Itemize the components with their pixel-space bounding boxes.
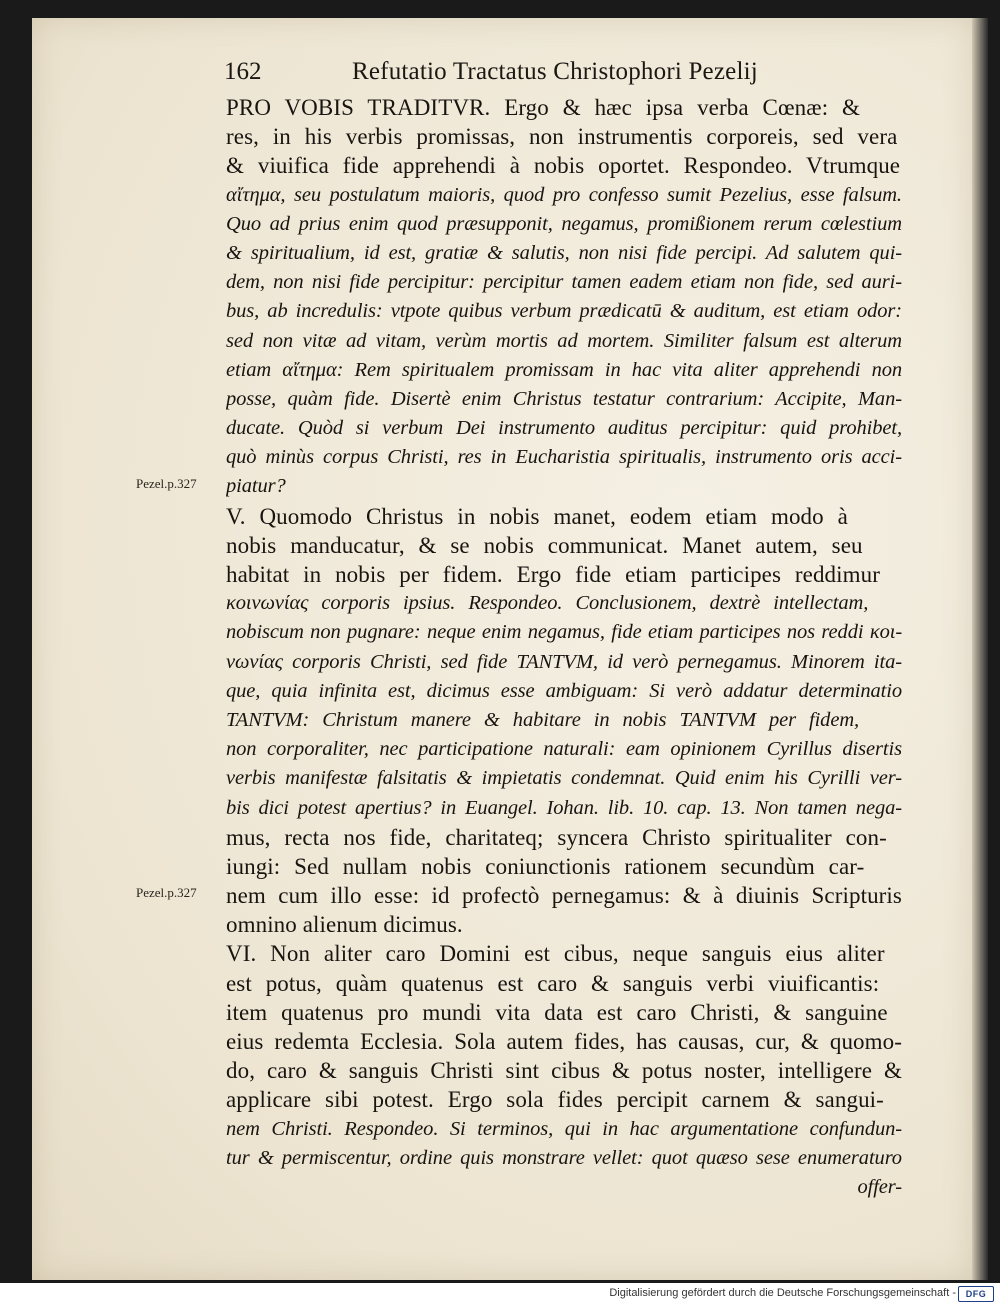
text-line: κοινωνίας corporis ipsius. Respondeo. Conclusionem, dextrè intellectam,: [226, 592, 869, 615]
text-line: Quo ad prius enim quod præsupponit, negamus, promißionem rerum cœlestium: [226, 212, 902, 235]
text-line: nobis manducatur, & se nobis communicat. Manet autem, seu: [226, 532, 863, 558]
text-line: offer-: [857, 1175, 902, 1198]
text-line: bus, ab incredulis: vtpote quibus verbum prædicatū & auditum, est etiam odor:: [226, 300, 902, 323]
text-line: omnino alienum dicimus.: [226, 912, 463, 938]
text-line: bis dici potest apertius? in Euangel. Iohan. lib. 10. cap. 13. Non tamen nega-: [226, 796, 902, 819]
text-line: nem Christi. Respondeo. Si terminos, qui in hac argumentatione confundun-: [226, 1117, 902, 1140]
text-line: & spiritualium, id est, gratiæ & salutis, non nisi fide percipi. Ad salutem qui-: [226, 241, 902, 264]
margin-note-section-vi: Pezel.p.327: [136, 885, 197, 900]
text-line: mus, recta nos fide, charitateq; syncera Christo spiritualiter con-: [226, 824, 887, 850]
text-line: TANTVM: Christum manere & habitare in nobis TANTVM per fidem,: [226, 708, 860, 731]
text-line: applicare sibi potest. Ergo sola fides percipit carnem & sangui-: [226, 1087, 884, 1113]
text-line: nem cum illo esse: id profectò pernegamus: & à diuinis Scripturis: [226, 883, 902, 909]
page-number: 162: [224, 58, 262, 85]
text-line: eius redemta Ecclesia. Sola autem fides, has causas, cur, & quomo-: [226, 1029, 902, 1054]
text-line: est potus, quàm quatenus est caro & sanguis verbi viuificantis:: [226, 970, 880, 996]
text-line: habitat in nobis per fidem. Ergo fide etiam participes reddimur: [226, 562, 880, 587]
page-edge-shadow: [972, 18, 988, 1280]
text-line: item quatenus pro mundi vita data est caro Christi, & sanguine: [226, 999, 888, 1025]
text-line: VI. Non aliter caro Domini est cibus, neque sanguis eius aliter: [226, 941, 885, 967]
text-line: posse, quàm fide. Disertè enim Christus testatur contrarium: Accipite, Man-: [226, 387, 902, 410]
dfg-logo-icon: DFG: [958, 1286, 994, 1302]
text-line: etiam αἴτημα: Rem spiritualem promissam in hac vita aliter apprehendi non: [226, 358, 902, 381]
funding-credit: Digitalisierung gefördert durch die Deutsche Forschungsgemeinschaft -: [609, 1287, 956, 1299]
running-head: [224, 58, 914, 92]
text-line: nobiscum non pugnare: neque enim negamus, fide etiam participes nos reddi κοι-: [226, 621, 902, 644]
text-line: νωνίας corporis Christi, sed fide TANTVM, id verò pernegamus. Minorem ita-: [226, 650, 902, 673]
text-line: PRO VOBIS TRADITVR. Ergo & hæc ipsa verba Cœnæ: &: [226, 95, 861, 120]
text-line: quò minùs corpus Christi, res in Eucharistia spiritualis, instrumento oris acci-: [226, 446, 902, 469]
text-line: dem, non nisi fide percipitur: percipitur tamen eadem etiam non fide, sed auri-: [226, 271, 902, 294]
text-line: tur & permiscentur, ordine quis monstrare vellet: quot quæso sese enumeraturo: [226, 1146, 902, 1169]
text-line: que, quia infinita est, dicimus esse ambiguam: Si verò addatur determinatio: [226, 679, 902, 702]
text-line: non corporaliter, nec participatione naturali: eam opinionem Cyrillus disertis: [226, 738, 902, 761]
text-line: res, in his verbis promissas, non instrumentis corporeis, sed vera: [226, 124, 898, 150]
text-line: do, caro & sanguis Christi sint cibus & potus noster, intelligere &: [226, 1058, 902, 1084]
text-line: ducate. Quòd si verbum Dei instrumento auditus percipitur: quid prohibet,: [226, 417, 902, 440]
margin-note-section-v: Pezel.p.327: [136, 476, 197, 491]
footer-bar: [0, 1283, 1000, 1305]
text-line: piatur?: [226, 475, 286, 498]
text-line: iungi: Sed nullam nobis coniunctionis rationem secundùm car-: [226, 853, 865, 879]
text-line: V. Quomodo Christus in nobis manet, eodem etiam modo à: [226, 503, 848, 529]
main-text-block: [226, 93, 902, 1202]
text-line: sed non vitæ ad vitam, verùm mortis ad mortem. Similiter falsum est alterum: [226, 329, 902, 352]
text-line: & viuifica fide apprehendi à nobis oportet. Respondeo. Vtrumque: [226, 153, 901, 179]
text-line: αἴτημα, seu postulatum maioris, quod pro confesso sumit Pezelius, esse falsum.: [226, 183, 902, 206]
running-title: Refutatio Tractatus Christophori Pezelij: [352, 58, 758, 85]
text-line: verbis manifestæ falsitatis & impietatis condemnat. Quid enim his Cyrilli ver-: [226, 767, 902, 790]
